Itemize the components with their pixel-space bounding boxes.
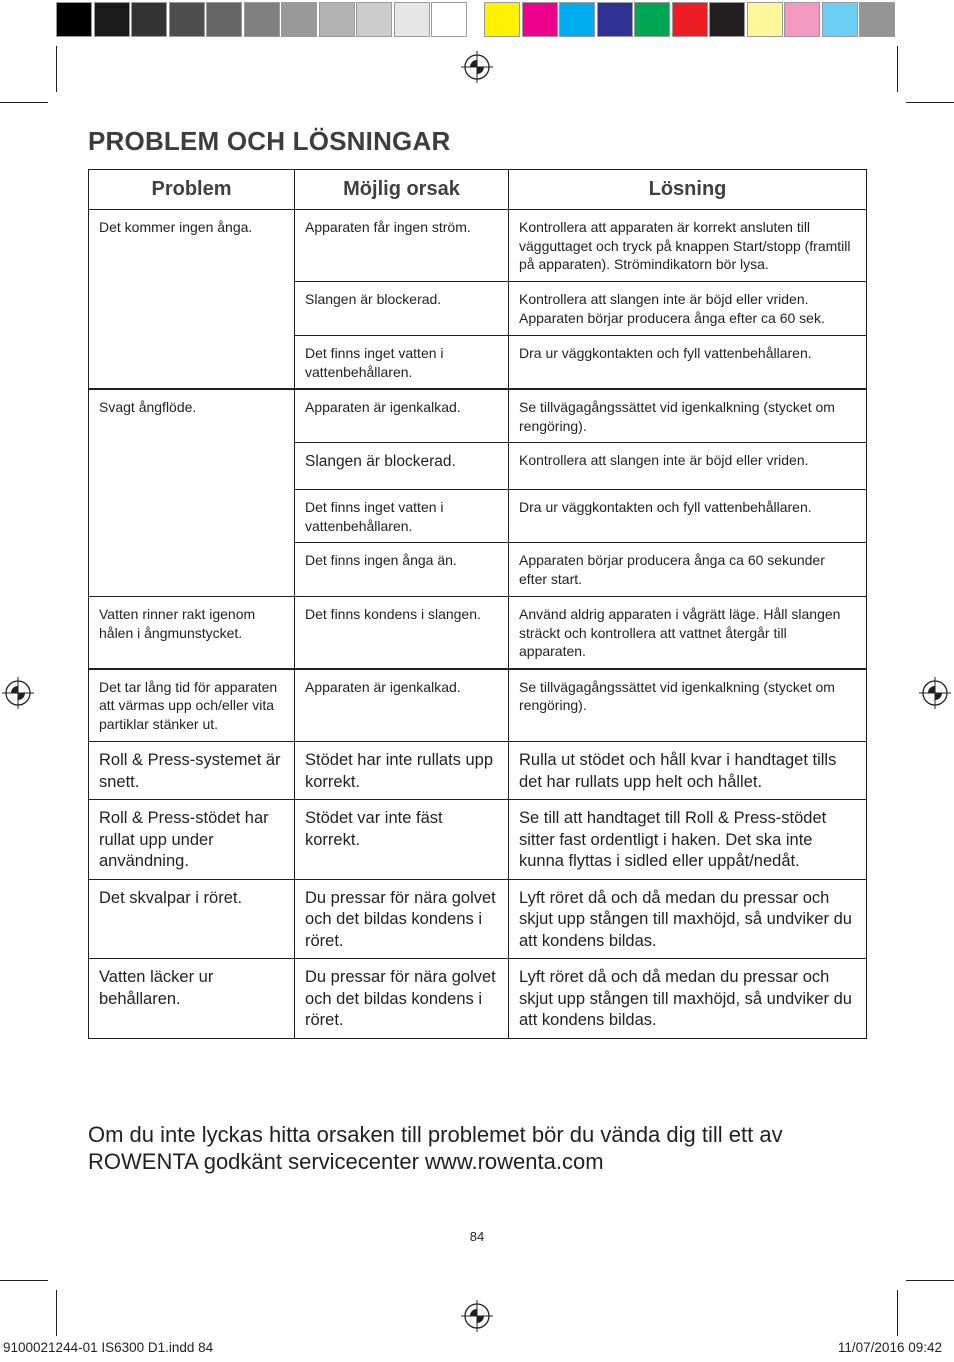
- solution-cell: Kontrollera att apparaten är korrekt ansluten till vägguttaget och tryck på knappen Start/stopp (framtill på apparaten). Strömindikatorn bör lysa.: [509, 210, 867, 282]
- crop-mark: [906, 102, 954, 103]
- cause-cell: Du pressar för nära golvet och det bildas kondens i röret.: [295, 959, 509, 1039]
- table-row: [89, 959, 867, 1039]
- color-swatch: [319, 2, 355, 37]
- solution-cell: Dra ur väggkontakten och fyll vattenbehållaren.: [509, 336, 867, 390]
- problem-cell: Det kommer ingen ånga.: [89, 210, 295, 390]
- cause-cell: Slangen är blockerad.: [295, 282, 509, 336]
- color-swatch: [244, 2, 280, 37]
- column-header-problem: Problem: [89, 170, 295, 210]
- page-title: PROBLEM OCH LÖSNINGAR: [88, 126, 451, 156]
- solution-cell: Dra ur väggkontakten och fyll vattenbehållaren.: [509, 490, 867, 543]
- crop-mark: [56, 46, 57, 92]
- cause-cell: Det finns inget vatten i vattenbehållaren.: [295, 336, 509, 390]
- color-swatch: [784, 2, 820, 37]
- color-swatch: [747, 2, 783, 37]
- table-row: [89, 210, 867, 282]
- solution-cell: Se tillvägagångssättet vid igenkalkning (stycket om rengöring).: [509, 389, 867, 443]
- registration-mark-icon: [461, 51, 493, 83]
- color-swatch: [822, 2, 858, 37]
- registration-mark-icon: [461, 1300, 493, 1332]
- table-row: [89, 800, 867, 880]
- registration-mark-icon: [2, 677, 34, 709]
- crop-mark: [0, 1280, 48, 1281]
- table-header-row: [89, 170, 867, 210]
- color-swatch: [394, 2, 430, 37]
- table-row: [89, 879, 867, 959]
- color-swatch: [131, 2, 167, 37]
- table-row: [89, 597, 867, 669]
- cause-cell: Du pressar för nära golvet och det bildas kondens i röret.: [295, 879, 509, 959]
- gray-color-bar: [56, 2, 469, 39]
- color-swatch: [169, 2, 205, 37]
- problem-cell: Vatten rinner rakt igenom hålen i ångmunstycket.: [89, 597, 295, 669]
- crop-mark: [56, 1290, 57, 1336]
- column-header-cause: Möjlig orsak: [295, 170, 509, 210]
- page-number: 84: [469, 1229, 485, 1244]
- troubleshooting-table: [88, 169, 867, 1039]
- color-swatch: [597, 2, 633, 37]
- problem-cell: Det tar lång tid för apparaten att värmas upp och/eller vita partiklar stänker ut.: [89, 669, 295, 742]
- color-swatch: [672, 2, 708, 37]
- solution-cell: Lyft röret då och då medan du pressar och skjut upp stången till maxhöjd, så undviker du att kondens bildas.: [509, 879, 867, 959]
- cause-cell: Stödet har inte rullats upp korrekt.: [295, 742, 509, 800]
- solution-cell: Se till att handtaget till Roll & Press-stödet sitter fast ordentligt i haken. Det ska inte kunna flyttas i sidled eller uppåt/nedåt.: [509, 800, 867, 880]
- problem-cell: Roll & Press-systemet är snett.: [89, 742, 295, 800]
- color-swatch: [281, 2, 317, 37]
- table-row: [89, 742, 867, 800]
- solution-cell: Använd aldrig apparaten i vågrätt läge. Håll slangen sträckt och kontrollera att vattnet återgår till apparaten.: [509, 597, 867, 669]
- problem-cell: Det skvalpar i röret.: [89, 879, 295, 959]
- solution-cell: Kontrollera att slangen inte är böjd eller vriden.: [509, 443, 867, 490]
- crop-mark: [897, 1290, 898, 1336]
- color-swatch: [484, 2, 520, 37]
- solution-cell: Apparaten börjar producera ånga ca 60 sekunder efter start.: [509, 543, 867, 597]
- column-header-solution: Lösning: [509, 170, 867, 210]
- cause-cell: Det finns ingen ånga än.: [295, 543, 509, 597]
- problem-cell: Roll & Press-stödet har rullat upp under användning.: [89, 800, 295, 880]
- service-center-note: Om du inte lyckas hitta orsaken till problemet bör du vända dig till ett av ROWENTA godkänt servicecenter www.rowenta.com: [88, 1122, 783, 1174]
- solution-cell: Kontrollera att slangen inte är böjd eller vriden. Apparaten börjar producera ånga efter ca 60 sek.: [509, 282, 867, 336]
- cause-cell: Apparaten är igenkalkad.: [295, 389, 509, 443]
- cause-cell: Apparaten får ingen ström.: [295, 210, 509, 282]
- color-swatch: [709, 2, 745, 37]
- problem-cell: Svagt ångflöde.: [89, 389, 295, 597]
- solution-cell: Se tillvägagångssättet vid igenkalkning (stycket om rengöring).: [509, 669, 867, 742]
- color-swatch: [522, 2, 558, 37]
- color-swatch: [94, 2, 130, 37]
- table-row: [89, 669, 867, 742]
- cause-cell: Slangen är blockerad.: [295, 443, 509, 490]
- cause-cell: Apparaten är igenkalkad.: [295, 669, 509, 742]
- solution-cell: Lyft röret då och då medan du pressar och skjut upp stången till maxhöjd, så undviker du att kondens bildas.: [509, 959, 867, 1039]
- solution-cell: Rulla ut stödet och håll kvar i handtaget tills det har rullats upp helt och hållet.: [509, 742, 867, 800]
- process-color-bar: [484, 2, 897, 39]
- color-swatch: [56, 2, 92, 37]
- color-swatch: [634, 2, 670, 37]
- file-slug: 9100021244-01 IS6300 D1.indd 84: [3, 1340, 214, 1355]
- cause-cell: Det finns inget vatten i vattenbehållaren.: [295, 490, 509, 543]
- crop-mark: [0, 102, 48, 103]
- crop-mark: [906, 1280, 954, 1281]
- color-swatch: [206, 2, 242, 37]
- table-row: [89, 389, 867, 443]
- crop-mark: [897, 46, 898, 92]
- color-swatch: [859, 2, 895, 37]
- date-slug: 11/07/2016 09:42: [837, 1340, 942, 1355]
- problem-cell: Vatten läcker ur behållaren.: [89, 959, 295, 1039]
- color-swatch: [356, 2, 392, 37]
- registration-mark-icon: [919, 677, 951, 709]
- cause-cell: Stödet var inte fäst korrekt.: [295, 800, 509, 880]
- cause-cell: Det finns kondens i slangen.: [295, 597, 509, 669]
- color-swatch: [559, 2, 595, 37]
- color-swatch: [431, 2, 467, 37]
